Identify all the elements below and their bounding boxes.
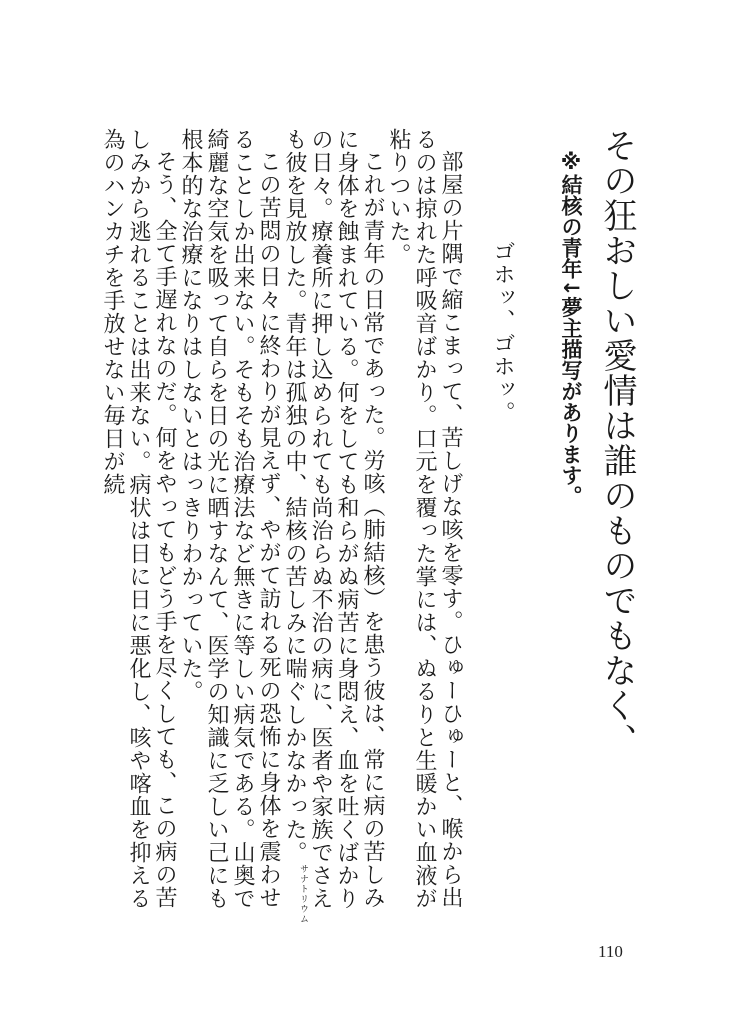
ruby-annotation: サナトリウム — [298, 864, 308, 924]
paragraph-text: これが青年の日常であった。労咳（肺結核）を患う彼は、常に病の苦しみに身体を蝕まれている。何をしても和らがぬ病苦に身悶え、血を吐くばかりの日々。療養所に押し込められても尚治らぬ不治の病に、医者や家族でさえも彼を見放した。青年は孤独の中、結核の苦しみに喘ぐしかなかった。 — [282, 128, 385, 910]
sound-effect-line: ゴホッ、ゴホッ。 — [490, 240, 515, 424]
content-warning: ※結核の青年↓夢主描写があります。 — [559, 150, 583, 507]
chapter-title: その狂おしい愛情は誰のものでもなく、 — [597, 128, 637, 758]
paragraph — [281, 128, 385, 928]
paragraph: そう、全て手遅れなのだ。何をやってもどう手を尽くしても、この病の苦しみから逃れることは出来ない。病状は日に日に悪化し、咳や喀血を抑える為のハンカチを手放せない毎日が続 — [100, 128, 177, 910]
body-text — [100, 128, 515, 928]
paragraph: 部屋の片隅で縮こまって、苦しげな咳を零す。ひゅーひゅーと、喉から出るのは掠れた呼吸音ばかり。口元を覆った掌には、ぬるりと生暖かい血液が粘りついた。 — [386, 128, 463, 910]
paragraph: この苦悶の日々に終わりが見えず、やがて訪れる死の恐怖に身体を震わせることしか出来ない。そもそも治療法など無きに等しい病気である。山奥で綺麗な空気を吸って自らを日の光に晒すなんて、医学の知識に乏しい己にも根本的な治療になりはしないとはっきりわかっていた。 — [178, 128, 281, 910]
blank-line — [463, 128, 489, 928]
page-number: 110 — [598, 942, 623, 961]
